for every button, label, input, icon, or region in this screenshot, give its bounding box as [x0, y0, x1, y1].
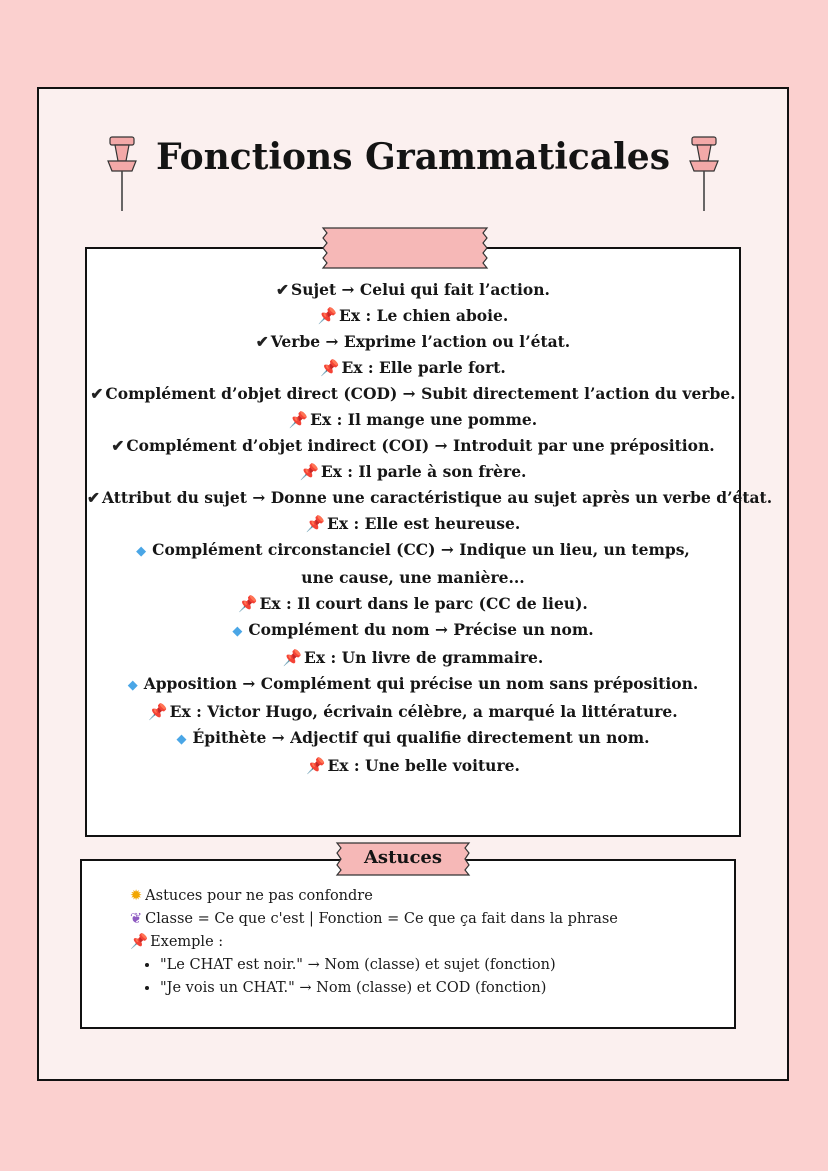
example-line — [87, 753, 739, 779]
tape-label — [319, 226, 491, 270]
checkmark-icon: ✔ — [255, 332, 269, 351]
rule-text: Ex : Il mange une pomme. — [310, 410, 538, 429]
example-line — [87, 699, 739, 725]
rule-text: Ex : Victor Hugo, écrivain célèbre, a marqué la littérature. — [169, 702, 678, 721]
rule-text: Ex : Il parle à son frère. — [320, 462, 527, 481]
rule-text: Ex : Elle est heureuse. — [327, 514, 521, 533]
example-line — [87, 645, 739, 671]
rule-text: Complément d’objet direct (COD) → Subit directement l’action du verbe. — [105, 384, 736, 403]
washi-tape-icon — [319, 226, 491, 270]
page-title: Fonctions Grammaticales — [156, 136, 670, 178]
example-line — [87, 407, 739, 433]
rule-line — [87, 433, 739, 459]
tips-box — [80, 859, 736, 1029]
diamond-icon: ◆ — [232, 624, 243, 639]
tips-intro-line — [130, 885, 618, 908]
checkmark-icon: ✔ — [87, 488, 100, 507]
pushpin-icon: 📌 — [305, 515, 326, 533]
tips-tape — [333, 841, 473, 877]
diamond-icon: ◆ — [136, 544, 147, 559]
pushpin-icon — [686, 135, 722, 215]
example-line — [87, 511, 739, 537]
pushpin-icon: 📌 — [320, 359, 340, 377]
classe-fonction-line — [130, 908, 618, 931]
pushpin-icon: 📌 — [238, 595, 258, 613]
diamond-icon: ◆ — [127, 678, 138, 693]
example-line — [87, 591, 739, 617]
rules-box — [85, 247, 773, 837]
rule-text: Complément d’objet indirect (COI) → Introduit par une préposition. — [126, 436, 715, 455]
example-line — [87, 303, 739, 329]
tips-heading: Astuces — [363, 847, 443, 868]
rule-line — [87, 537, 739, 591]
classe-fonction-text: Classe = Ce que c'est | Fonction = Ce que ça fait dans la phrase — [145, 911, 618, 927]
pushpin-icon — [104, 135, 140, 215]
grapes-icon: ❦ — [130, 911, 143, 927]
checkmark-icon: ✔ — [111, 436, 125, 455]
rule-text: Ex : Le chien aboie. — [339, 306, 509, 325]
example-item: • "Je vois un CHAT." → Nom (classe) et COD (fonction) — [160, 977, 618, 1000]
checkmark-icon: ✔ — [90, 384, 104, 403]
rule-text: Complément circonstanciel (CC) → Indique un lieu, un temps, une cause, une manière... — [152, 540, 690, 587]
rule-text: Épithète → Adjectif qui qualifie directement un nom. — [192, 728, 650, 747]
example-item: • "Le CHAT est noir." → Nom (classe) et sujet (fonction) — [160, 954, 618, 977]
pushpin-icon: 📌 — [299, 463, 319, 481]
rule-text: Complément du nom → Précise un nom. — [248, 620, 594, 639]
pushpin-icon: 📌 — [282, 649, 303, 667]
rule-line — [87, 617, 739, 645]
rule-text: Ex : Un livre de grammaire. — [304, 648, 544, 667]
pushpin-icon: 📌 — [130, 934, 149, 950]
rule-text: Apposition → Complément qui précise un nom sans préposition. — [143, 674, 699, 693]
checkmark-icon: ✔ — [276, 280, 290, 299]
examples-list — [130, 954, 618, 1000]
rule-line — [87, 277, 739, 303]
star-icon: ✹ — [130, 888, 143, 904]
diamond-icon: ◆ — [176, 732, 187, 747]
example-line — [87, 355, 739, 381]
pushpin-icon: 📌 — [306, 757, 326, 775]
pushpin-icon: 📌 — [317, 307, 338, 325]
pushpin-icon: 📌 — [148, 703, 168, 721]
title-row — [39, 129, 787, 215]
tips-intro: Astuces pour ne pas confondre — [145, 888, 373, 904]
rule-line — [87, 485, 773, 511]
rule-line — [87, 671, 739, 699]
rule-text: Ex : Une belle voiture. — [327, 756, 520, 775]
rule-text: Attribut du sujet → Donne une caractéristique au sujet après un verbe d’état. — [102, 488, 773, 507]
rule-text: Ex : Elle parle fort. — [341, 358, 506, 377]
exemple-line — [130, 931, 618, 954]
tips-content — [130, 885, 618, 1000]
pushpin-icon: 📌 — [288, 411, 309, 429]
rule-text: Ex : Il court dans le parc (CC de lieu). — [259, 594, 588, 613]
rule-line — [87, 381, 739, 407]
rules-list — [87, 277, 773, 779]
rule-line — [87, 329, 739, 355]
example-line — [87, 459, 739, 485]
rule-text: Verbe → Exprime l’action ou l’état. — [270, 332, 571, 351]
rule-line — [87, 725, 739, 753]
rule-text: Sujet → Celui qui fait l’action. — [291, 280, 550, 299]
worksheet — [37, 87, 789, 1081]
exemple-label: Exemple : — [150, 934, 224, 950]
